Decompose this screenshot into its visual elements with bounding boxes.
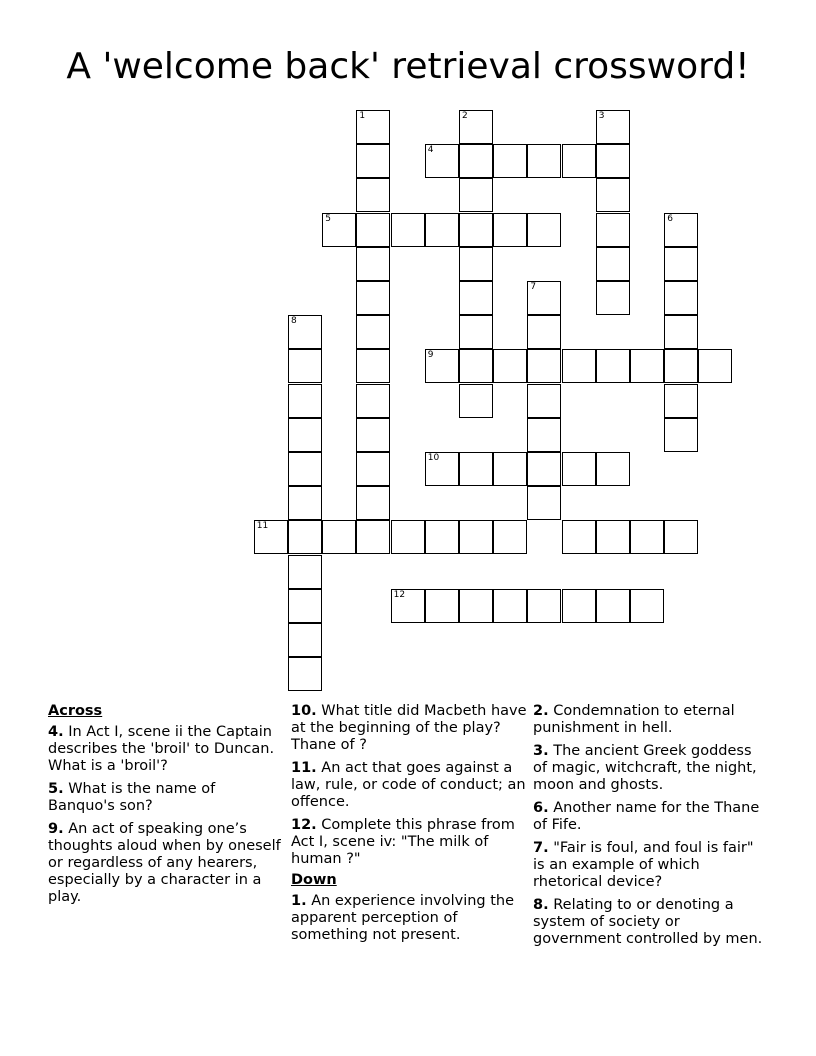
down-list-b (533, 703, 769, 948)
grid-cell[interactable] (254, 520, 288, 554)
grid-cell[interactable] (630, 349, 664, 383)
grid-cell[interactable] (527, 315, 561, 349)
clue-text: An act of speaking one’s thoughts aloud when by oneself or regardless of any hearers, especially by a character in a play. (48, 821, 281, 905)
grid-cell[interactable] (459, 452, 493, 486)
grid-cell[interactable] (459, 178, 493, 212)
clue-number: 7 (530, 282, 537, 292)
down-heading: Down (291, 872, 337, 888)
grid-cell[interactable] (356, 520, 390, 554)
clue-number-label: 11. (291, 760, 317, 776)
grid-cell[interactable] (459, 213, 493, 247)
across-clue (48, 781, 284, 815)
grid-cell[interactable] (322, 520, 356, 554)
grid-cell[interactable] (288, 486, 322, 520)
grid-cell[interactable] (527, 452, 561, 486)
grid-cell[interactable] (288, 623, 322, 657)
clue-number: 9 (427, 350, 434, 361)
grid-cell[interactable] (459, 384, 493, 418)
clue-number-label: 6. (533, 800, 549, 816)
grid-cell[interactable] (322, 213, 356, 247)
clue-number-label: 3. (533, 743, 549, 759)
grid-cell[interactable] (562, 452, 596, 486)
grid-cell[interactable] (459, 144, 493, 178)
grid-cell[interactable] (459, 520, 493, 554)
grid-cell[interactable] (527, 486, 561, 520)
clue-number: 5 (325, 213, 331, 224)
clue-text: Relating to or denoting a system of society or government controlled by men. (533, 897, 763, 947)
down-clue (533, 897, 769, 948)
grid-cell[interactable] (288, 520, 322, 554)
grid-cell[interactable] (356, 418, 390, 452)
clue-text: Condemnation to eternal punishment in hell. (533, 703, 735, 736)
grid-cell[interactable] (425, 144, 459, 178)
grid-cell[interactable] (459, 589, 493, 623)
across-clue (291, 760, 527, 811)
grid-cell[interactable] (698, 349, 732, 383)
grid-cell[interactable] (288, 452, 322, 486)
grid-cell[interactable] (425, 213, 459, 247)
grid-cell[interactable] (493, 349, 527, 383)
grid-cell[interactable] (459, 247, 493, 281)
grid-cell[interactable] (664, 520, 698, 554)
clue-number-label: 5. (48, 781, 64, 797)
across-clue (48, 724, 284, 775)
grid-cell[interactable] (562, 520, 596, 554)
down-clue (291, 893, 527, 944)
clue-text: In Act I, scene ii the Captain describes the 'broil' to Duncan. What is a 'broil'? (48, 724, 275, 774)
clue-number-label: 7. (533, 840, 549, 856)
grid-cell[interactable] (356, 178, 390, 212)
grid-cell[interactable] (356, 213, 390, 247)
grid-cell[interactable] (596, 178, 630, 212)
across-heading: Across (48, 703, 103, 719)
grid-cell[interactable] (630, 520, 664, 554)
grid-cell[interactable] (459, 110, 493, 144)
grid-cell[interactable] (356, 349, 390, 383)
grid-cell[interactable] (562, 589, 596, 623)
grid-cell[interactable] (288, 657, 322, 691)
clue-number-label: 1. (291, 893, 307, 909)
clues-column-2 (291, 703, 527, 950)
grid-cell[interactable] (391, 213, 425, 247)
page-title: A 'welcome back' retrieval crossword! (66, 46, 750, 87)
grid-cell[interactable] (356, 384, 390, 418)
grid-cell[interactable] (562, 144, 596, 178)
grid-cell[interactable] (596, 589, 630, 623)
clue-number: 8 (291, 316, 297, 327)
grid-cell[interactable] (527, 213, 561, 247)
grid-cell[interactable] (527, 418, 561, 452)
grid-cell[interactable] (288, 418, 322, 452)
clue-number-label: 12. (291, 817, 317, 833)
clue-text: An act that goes against a law, rule, or code of conduct; an offence. (291, 760, 526, 810)
grid-cell[interactable] (288, 384, 322, 418)
grid-cell[interactable] (356, 486, 390, 520)
clue-text: What title did Macbeth have at the beginning of the play? Thane of ? (291, 703, 527, 753)
clue-number: 4 (427, 145, 434, 156)
clue-number: 2 (462, 111, 468, 121)
clue-text: "Fair is foul, and foul is fair" is an example of which rhetorical device? (533, 840, 754, 890)
grid-cell[interactable] (356, 144, 390, 178)
clue-text: What is the name of Banquo's son? (48, 781, 216, 814)
down-clue (533, 743, 769, 794)
clue-text: The ancient Greek goddess of magic, witchcraft, the night, moon and ghosts. (533, 743, 757, 793)
clue-text: Complete this phrase from Act I, scene iv: "The milk of human ?" (291, 817, 515, 867)
clue-number: 10 (427, 453, 440, 463)
grid-cell[interactable] (664, 315, 698, 349)
grid-cell[interactable] (630, 589, 664, 623)
clue-number-label: 10. (291, 703, 317, 719)
grid-cell[interactable] (527, 144, 561, 178)
grid-cell[interactable] (664, 349, 698, 383)
grid-cell[interactable] (391, 589, 425, 623)
across-clue (48, 821, 284, 906)
grid-cell[interactable] (288, 349, 322, 383)
grid-cell[interactable] (391, 520, 425, 554)
grid-cell[interactable] (288, 315, 322, 349)
clues-column-1 (48, 703, 284, 912)
clue-number-label: 4. (48, 724, 64, 740)
grid-cell[interactable] (527, 349, 561, 383)
across-list-a (48, 724, 284, 906)
grid-cell[interactable] (596, 144, 630, 178)
grid-cell[interactable] (596, 349, 630, 383)
clue-number: 11 (256, 521, 269, 532)
grid-cell[interactable] (356, 247, 390, 281)
grid-cell[interactable] (459, 281, 493, 315)
clue-text: An experience involving the apparent perception of something not present. (291, 893, 515, 943)
grid-cell[interactable] (459, 349, 493, 383)
grid-cell[interactable] (596, 213, 630, 247)
grid-cell[interactable] (425, 452, 459, 486)
down-clue (533, 800, 769, 834)
grid-cell[interactable] (527, 384, 561, 418)
clue-text: Another name for the Thane of Fife. (533, 800, 760, 833)
down-clue (533, 703, 769, 737)
down-clue (533, 840, 769, 891)
clue-number: 3 (598, 111, 605, 121)
grid-cell[interactable] (288, 555, 322, 589)
grid-cell[interactable] (356, 315, 390, 349)
grid-cell[interactable] (664, 418, 698, 452)
grid-cell[interactable] (493, 520, 527, 554)
grid-cell[interactable] (562, 349, 596, 383)
grid-cell[interactable] (356, 281, 390, 315)
grid-cell[interactable] (664, 247, 698, 281)
grid-cell[interactable] (425, 349, 459, 383)
clue-number: 1 (359, 111, 366, 121)
grid-cell[interactable] (356, 452, 390, 486)
grid-cell[interactable] (527, 589, 561, 623)
grid-cell[interactable] (459, 315, 493, 349)
grid-cell[interactable] (596, 452, 630, 486)
down-list-a (291, 893, 527, 944)
grid-cell[interactable] (493, 213, 527, 247)
grid-cell[interactable] (493, 589, 527, 623)
grid-cell[interactable] (527, 281, 561, 315)
grid-cell[interactable] (425, 520, 459, 554)
across-list-b (291, 703, 527, 868)
grid-cell[interactable] (664, 281, 698, 315)
grid-cell[interactable] (664, 213, 698, 247)
grid-cell[interactable] (493, 144, 527, 178)
across-clue (291, 703, 527, 754)
grid-cell[interactable] (596, 281, 630, 315)
grid-cell[interactable] (596, 110, 630, 144)
grid-cell[interactable] (425, 589, 459, 623)
clue-number-label: 2. (533, 703, 549, 719)
grid-cell[interactable] (664, 384, 698, 418)
grid-cell[interactable] (288, 589, 322, 623)
grid-cell[interactable] (356, 110, 390, 144)
across-clue (291, 817, 527, 868)
clue-number: 12 (393, 589, 406, 600)
clue-number: 6 (667, 213, 673, 224)
clue-number-label: 8. (533, 897, 549, 913)
clue-number-label: 9. (48, 821, 64, 837)
grid-cell[interactable] (493, 452, 527, 486)
grid-cell[interactable] (596, 247, 630, 281)
grid-cell[interactable] (596, 520, 630, 554)
clues-column-3 (533, 703, 769, 954)
